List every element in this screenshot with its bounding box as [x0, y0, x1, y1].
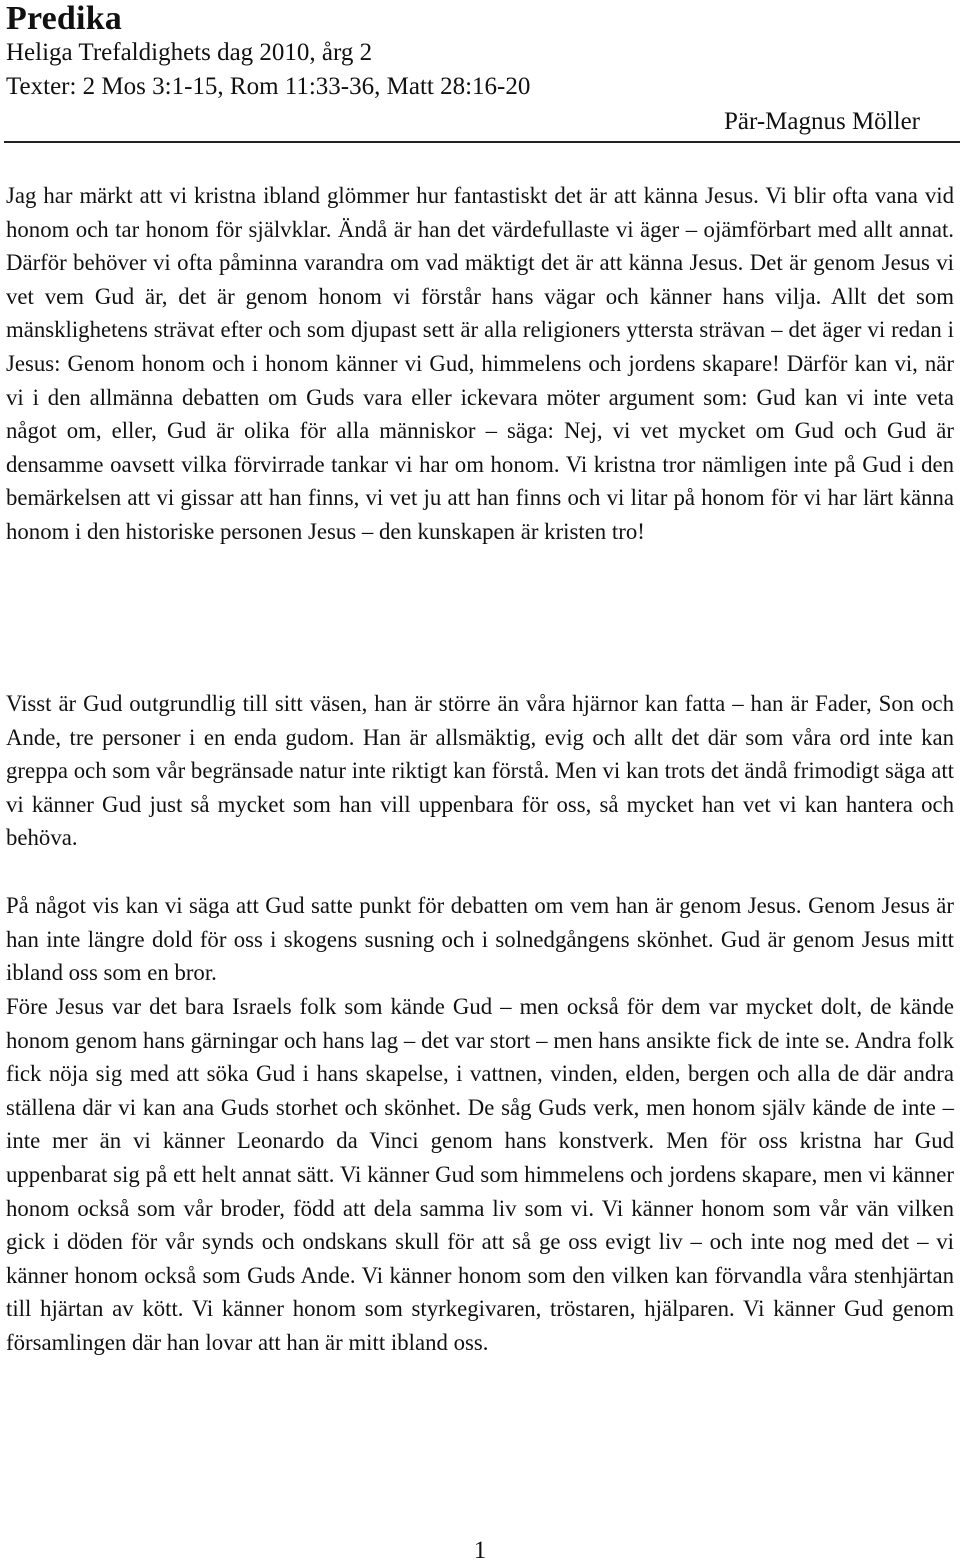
- paragraph-2: Visst är Gud outgrundlig till sitt väsen, han är större än våra hjärnor kan fatta – han är Fader, Son och Ande, tre personer i en enda gudom. Han är allsmäktig, evig och allt det där som våra ord inte kan greppa och som vår begränsade natur inte riktigt kan förstå. Men vi kan trots det ändå frimodigt säga att vi känner Gud just så mycket som han vill uppenbara för oss, så mycket han vet vi kan hantera och behöva.: [6, 691, 954, 851]
- author-name: Pär-Magnus Möller: [724, 108, 920, 135]
- occasion-line: Heliga Trefaldighets dag 2010, årg 2: [6, 39, 373, 66]
- header-divider: [4, 141, 960, 143]
- scripture-texts-line: Texter: 2 Mos 3:1-15, Rom 11:33-36, Matt 28:16-20: [6, 73, 531, 100]
- paragraph-1: Jag har märkt att vi kristna ibland glömmer hur fantastiskt det är att känna Jesus. Vi blir ofta vana vid honom och tar honom för självklar. Ändå är han det värdefullaste vi äger – ojämförbart med allt annat. Därför behöver vi ofta påminna varandra om vad mäktigt det är att känna Jesus. Det är genom Jesus vi vet vem Gud är, det är genom honom vi förstår hans vägar och känner hans vilja. Allt det som mänsklighetens strävat efter och som djupast sett är alla religioners yttersta strävan – det äger vi redan i Jesus: Genom honom och i honom känner vi Gud, himmelens och jordens skapare! Därför kan vi, när vi i den allmänna debatten om Guds vara eller ickevara möter argument som: Gud kan vi inte veta något om, eller, Gud är olika för alla människor – säga: Nej, vi vet mycket om Gud och Gud är densamme oavsett vilka förvirrade tankar vi har om honom. Vi kristna tror nämligen inte på Gud i den bemärkelsen att vi gissar att han finns, vi vet ju att han finns och vi litar på honom för vi har lärt känna honom i den historiske personen Jesus – den kunskapen är kristen tro!: [6, 183, 954, 544]
- document-title: Predika: [6, 0, 123, 37]
- paragraph-4: Före Jesus var det bara Israels folk som kände Gud – men också för dem var mycket dolt, de kände honom genom hans gärningar och hans lag – det var stort – men hans ansikte fick de inte se. Andra folk fick nöja sig med att söka Gud i hans skapelse, i vattnen, vinden, elden, bergen och alla de där andra ställena där vi kan ana Guds storhet och skönhet. De såg Guds verk, men honom själv kände de inte – inte mer än vi känner Leonardo da Vinci genom hans konstverk. Men för oss kristna har Gud uppenbarat sig på ett helt annat sätt. Vi känner Gud som himmelens och jordens skapare, men vi känner honom också som vår broder, född att dela samma liv som vi. Vi känner honom som vår vän vilken gick i döden för vår synds och ondskans skull för att så ge oss evigt liv – och inte nog med det – vi känner honom också som Guds Ande. Vi känner honom som den vilken kan förvandla våra stenhjärtan till hjärtan av kött. Vi känner honom som styrkegivaren, tröstaren, hjälparen. Vi känner Gud genom församlingen där han lovar att han är mitt ibland oss.: [6, 994, 954, 1355]
- page-number: 1: [473, 1537, 487, 1564]
- paragraph-3: På något vis kan vi säga att Gud satte punkt för debatten om vem han är genom Jesus. Genom Jesus är han inte längre dold för oss i skogens susning och i solnedgångens skönhet. Gud är genom Jesus mitt ibland oss som en bror.: [6, 893, 954, 986]
